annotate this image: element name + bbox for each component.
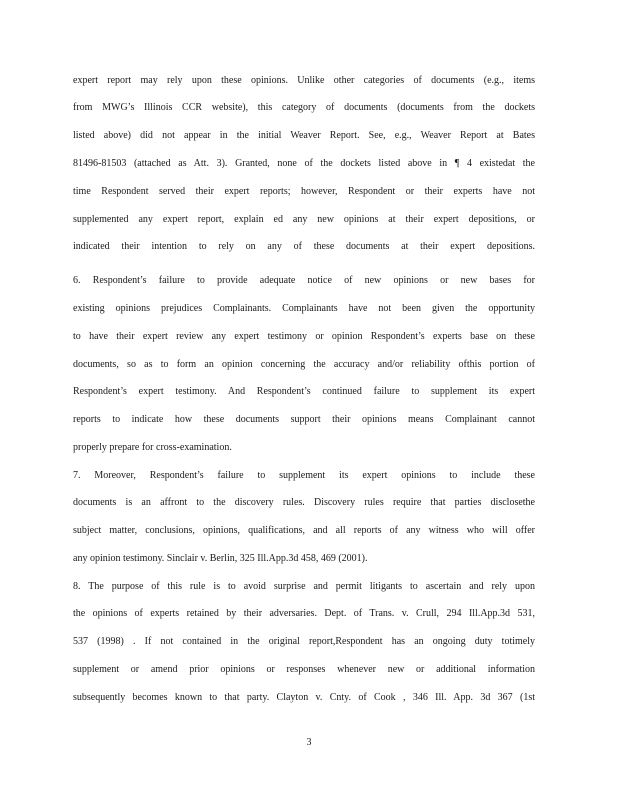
text-line: documents is an affront to the discovery rules. Discovery rules require that parties disclosethe xyxy=(73,497,535,508)
text-line: reports to indicate how these documents support their opinions means Complainant cannot xyxy=(73,414,535,425)
text-line: properly prepare for cross-examination. xyxy=(73,442,232,453)
paragraph-7-start: 7. Moreover, Respondent’s failure to supplement its expert opinions to include these xyxy=(73,470,535,481)
text-line: subject matter, conclusions, opinions, qualifications, and all reports of any witness who will offer xyxy=(73,525,535,536)
text-line: any opinion testimony. Sinclair v. Berlin, 325 Ill.App.3d 458, 469 (2001). xyxy=(73,553,368,564)
text-line: supplement or amend prior opinions or responses whenever new or additional information xyxy=(73,664,535,675)
text-line: Respondent’s expert testimony. And Respondent’s continued failure to supplement its expert xyxy=(73,386,535,397)
text-line: expert report may rely upon these opinions. Unlike other categories of documents (e.g., items xyxy=(73,75,535,86)
text-line: 81496-81503 (attached as Att. 3). Granted, none of the dockets listed above in ¶ 4 existedat the xyxy=(73,158,535,169)
text-line: from MWG’s Illinois CCR website), this category of documents (documents from the dockets xyxy=(73,102,535,113)
text-line: listed above) did not appear in the initial Weaver Report. See, e.g., Weaver Report at Bates xyxy=(73,130,535,141)
text-line: the opinions of experts retained by their adversaries. Dept. of Trans. v. Crull, 294 Ill.App.3d 531, xyxy=(73,608,535,619)
text-line: time Respondent served their expert reports; however, Respondent or their experts have not xyxy=(73,186,535,197)
text-line: 537 (1998) . If not contained in the original report,Respondent has an ongoing duty totimely xyxy=(73,636,535,647)
text-line: supplemented any expert report, explain ed any new opinions at their expert depositions, or xyxy=(73,214,535,225)
text-line: subsequently becomes known to that party. Clayton v. Cnty. of Cook , 346 Ill. App. 3d 367 (1st xyxy=(73,692,535,703)
text-line: documents, so as to form an opinion concerning the accuracy and/or reliability ofthis portion of xyxy=(73,359,535,370)
text-line: indicated their intention to rely on any of these documents at their expert depositions. xyxy=(73,241,535,252)
text-line: to have their expert review any expert testimony or opinion Respondent’s experts base on these xyxy=(73,331,535,342)
paragraph-8-start: 8. The purpose of this rule is to avoid surprise and permit litigants to ascertain and rely upon xyxy=(73,581,535,592)
paragraph-6-start: 6. Respondent’s failure to provide adequate notice of new opinions or new bases for xyxy=(73,275,535,286)
text-line: existing opinions prejudices Complainants. Complainants have not been given the opportunity xyxy=(73,303,535,314)
page-number: 3 xyxy=(306,737,312,748)
